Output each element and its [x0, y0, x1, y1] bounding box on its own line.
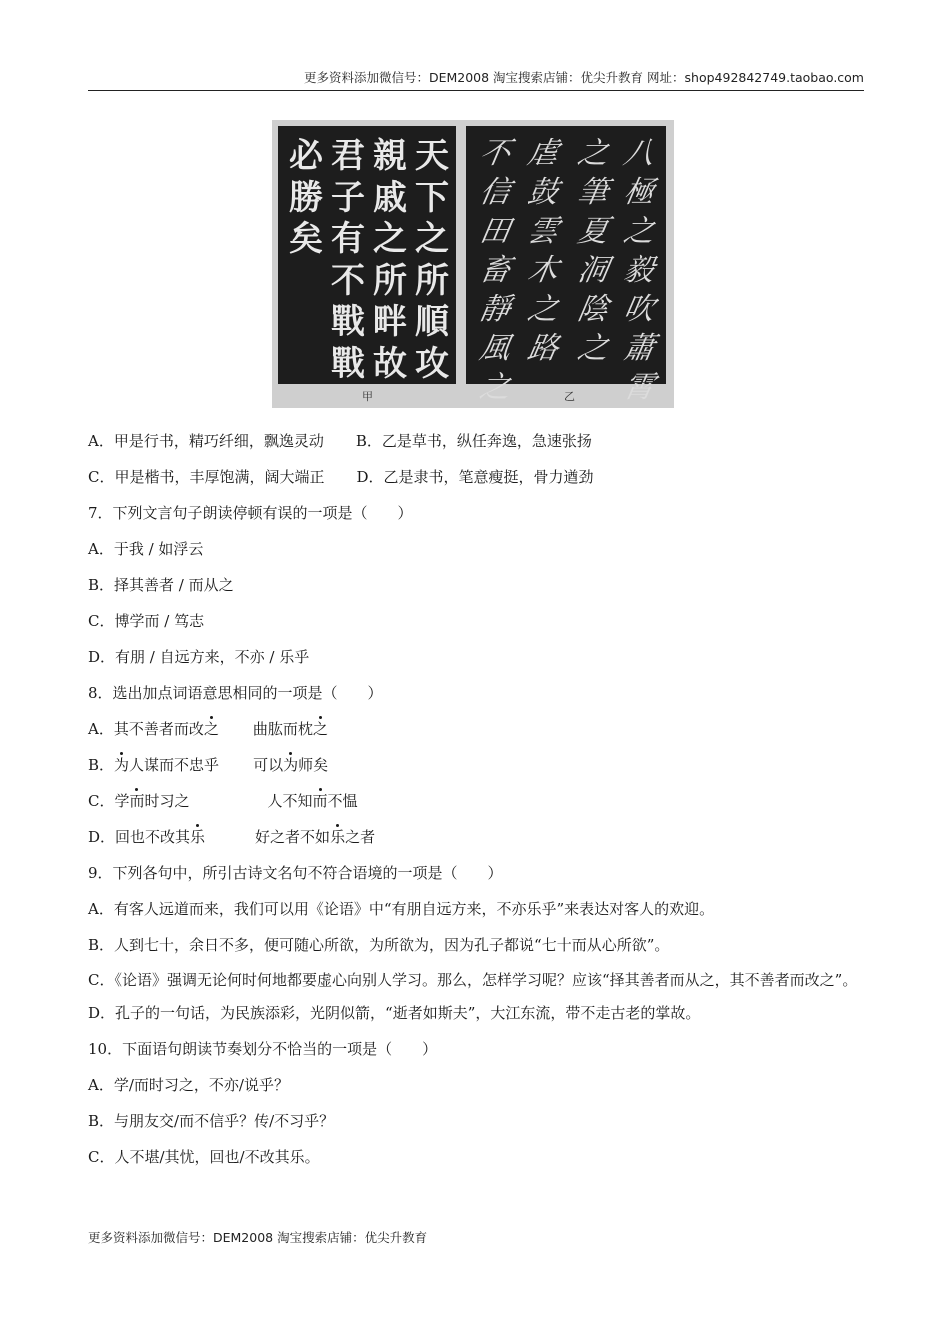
q10-option-a: A．学/而时习之，不亦/说乎？: [88, 1076, 289, 1094]
calligraphy-char: 之: [415, 219, 449, 259]
calligraphy-char: 之: [476, 370, 514, 405]
calligraphy-char: 戚: [373, 177, 407, 218]
q6-option-c: C．甲是楷书，丰厚饱满，阔大端正: [88, 468, 325, 486]
q8-option-c: [88, 788, 864, 824]
calligraphy-panel-yi: [466, 126, 666, 405]
q8-c-text4: 不愠: [327, 792, 358, 810]
dotted-char: 之: [312, 720, 328, 738]
dotted-char: 乐: [190, 828, 206, 846]
calligraphy-panel-jia: [278, 126, 456, 384]
calligraphy-char: 風: [476, 331, 514, 366]
q7-option-b: B．择其善者 / 而从之: [88, 576, 234, 594]
q8-c-text1: C．学: [88, 792, 130, 810]
q6-options-ab: [88, 428, 864, 464]
yi-column-4: [476, 134, 514, 407]
calligraphy-char: 必: [289, 136, 323, 176]
q9-option-a: A．有客人远道而来，我们可以用《论语》中“有朋自远方来，不亦乐乎”来表达对客人的欢迎。: [88, 900, 715, 918]
calligraphy-char: 子: [331, 177, 365, 218]
calligraphy-char: 勝: [289, 177, 323, 218]
calligraphy-char: 毅: [620, 253, 658, 288]
calligraphy-char: 矣: [289, 219, 323, 259]
q8-d-text2: 好之者不如: [255, 828, 331, 846]
dotted-char: 乐: [330, 828, 346, 846]
dotted-char: 为: [283, 756, 299, 774]
q8-b-text3: 师矣: [298, 756, 329, 774]
q7-stem: 7．下列文言句子朗读停顿有误的一项是（ ）: [88, 504, 413, 522]
calligraphy-char: 吹: [620, 292, 658, 327]
q8-a-text1: A．其不善者而改: [88, 720, 204, 738]
q8-stem: 8．选出加点词语意思相同的一项是（ ）: [88, 684, 383, 702]
q8-option-a: [88, 716, 864, 752]
caption-yi: 乙: [564, 390, 575, 403]
q9-option-b: B．人到七十，余日不多，便可随心所欲，为所欲为，因为孔子都说“七十而从心所欲”。: [88, 936, 670, 954]
q6-option-d: D．乙是隶书，笔意瘦挺，骨力遒劲: [356, 468, 594, 486]
calligraphy-char: 之: [524, 292, 562, 327]
yi-column-3: [524, 134, 562, 368]
calligraphy-char: 洞: [574, 253, 612, 288]
calligraphy-char: 陰: [574, 292, 612, 327]
q7-option-a: A．于我 / 如浮云: [88, 540, 204, 558]
calligraphy-char: 之: [373, 219, 407, 259]
jia-column-3: [328, 136, 368, 385]
jia-column-2: [370, 136, 410, 385]
calligraphy-char: 君: [331, 136, 365, 176]
yi-column-1: [620, 134, 658, 407]
q8-d-text3: 之者: [345, 828, 376, 846]
calligraphy-char: 之: [574, 331, 612, 366]
calligraphy-char: 鼓: [524, 175, 562, 210]
calligraphy-char: 靜: [476, 292, 514, 327]
q9-option-d: D．孔子的一句话，为民族添彩，光阴似箭，“逝者如斯夫”，大江东流，带不走古老的掌故。: [88, 1004, 701, 1022]
q8-d-text1: D．回也不改其: [88, 828, 191, 846]
dotted-char: 为: [114, 756, 130, 774]
calligraphy-char: 筆: [574, 175, 612, 210]
q7-option-c: C．博学而 / 笃志: [88, 612, 205, 630]
q8-option-d: [88, 824, 864, 860]
calligraphy-char: 蕭: [620, 331, 658, 366]
calligraphy-char: 霄: [620, 370, 658, 405]
q6-options-cd: [88, 464, 864, 500]
calligraphy-char: 八: [620, 136, 658, 171]
q8-a-text2: 曲肱而枕: [252, 720, 313, 738]
calligraphy-char: 不: [331, 260, 365, 301]
calligraphy-char: 畔: [373, 302, 407, 342]
calligraphy-char: 順: [415, 302, 449, 342]
calligraphy-char: 攻: [415, 343, 449, 384]
q8-b-label: B．: [88, 756, 115, 774]
jia-column-1: [412, 136, 452, 385]
page-footer: 更多资料添加微信号：DEM2008 淘宝搜索店铺：优尖升教育: [88, 1230, 428, 1245]
calligraphy-char: 畜: [476, 253, 514, 288]
calligraphy-char: 戰: [331, 302, 365, 342]
q7-option-d: D．有朋 / 自远方来，不亦 / 乐乎: [88, 648, 310, 666]
q8-b-text1: 人谋而不忠乎: [129, 756, 220, 774]
dotted-char: 而: [129, 792, 145, 810]
calligraphy-char: 虐: [524, 136, 562, 171]
q8-c-text2: 时习之: [144, 792, 190, 810]
calligraphy-char: 之: [574, 136, 612, 171]
calligraphy-char: 天: [415, 136, 449, 176]
calligraphy-figure: [272, 120, 674, 408]
q6-option-b: B．乙是草书，纵任奔逸，急速张扬: [355, 432, 592, 450]
calligraphy-char: 夏: [574, 214, 612, 249]
calligraphy-char: 路: [524, 331, 562, 366]
q9-option-c: C．《论语》强调无论何时何地都要虚心向别人学习。那么，怎样学习呢？应该“择其善者而从之，其不善者而改之”。: [88, 971, 858, 989]
q8-b-text2: 可以: [253, 756, 284, 774]
calligraphy-char: 極: [620, 175, 658, 210]
yi-column-2: [574, 134, 612, 368]
calligraphy-char: 戰: [331, 343, 365, 384]
calligraphy-char: 故: [373, 343, 407, 384]
calligraphy-char: 不: [476, 136, 514, 171]
dotted-char: 而: [312, 792, 328, 810]
calligraphy-char: 下: [415, 177, 449, 218]
dotted-char: 之: [203, 720, 219, 738]
q8-option-b: [88, 752, 864, 788]
q6-option-a: A．甲是行书，精巧纤细，飘逸灵动: [88, 432, 324, 450]
calligraphy-char: 有: [331, 219, 365, 259]
calligraphy-char: 所: [415, 260, 449, 301]
calligraphy-char: 所: [373, 260, 407, 301]
caption-jia: 甲: [362, 390, 373, 403]
q10-option-b: B．与朋友交/而不信乎？传/不习乎？: [88, 1112, 335, 1130]
q10-option-c: C．人不堪/其忧，回也/不改其乐。: [88, 1148, 320, 1166]
calligraphy-char: 之: [620, 214, 658, 249]
calligraphy-char: 田: [476, 214, 514, 249]
q9-stem: 9．下列各句中，所引古诗文名句不符合语境的一项是（ ）: [88, 864, 503, 882]
calligraphy-char: 信: [476, 175, 514, 210]
question-content: [88, 428, 864, 1180]
jia-column-4: [286, 136, 326, 261]
calligraphy-char: 木: [524, 253, 562, 288]
q8-c-text3: 人不知: [267, 792, 313, 810]
calligraphy-char: 親: [373, 136, 407, 176]
q10-stem: 10．下面语句朗读节奏划分不恰当的一项是（ ）: [88, 1040, 438, 1058]
page-header: 更多资料添加微信号：DEM2008 淘宝搜索店铺：优尖升教育 网址：shop492842749.taobao.com: [88, 68, 864, 91]
calligraphy-char: 雲: [524, 214, 562, 249]
